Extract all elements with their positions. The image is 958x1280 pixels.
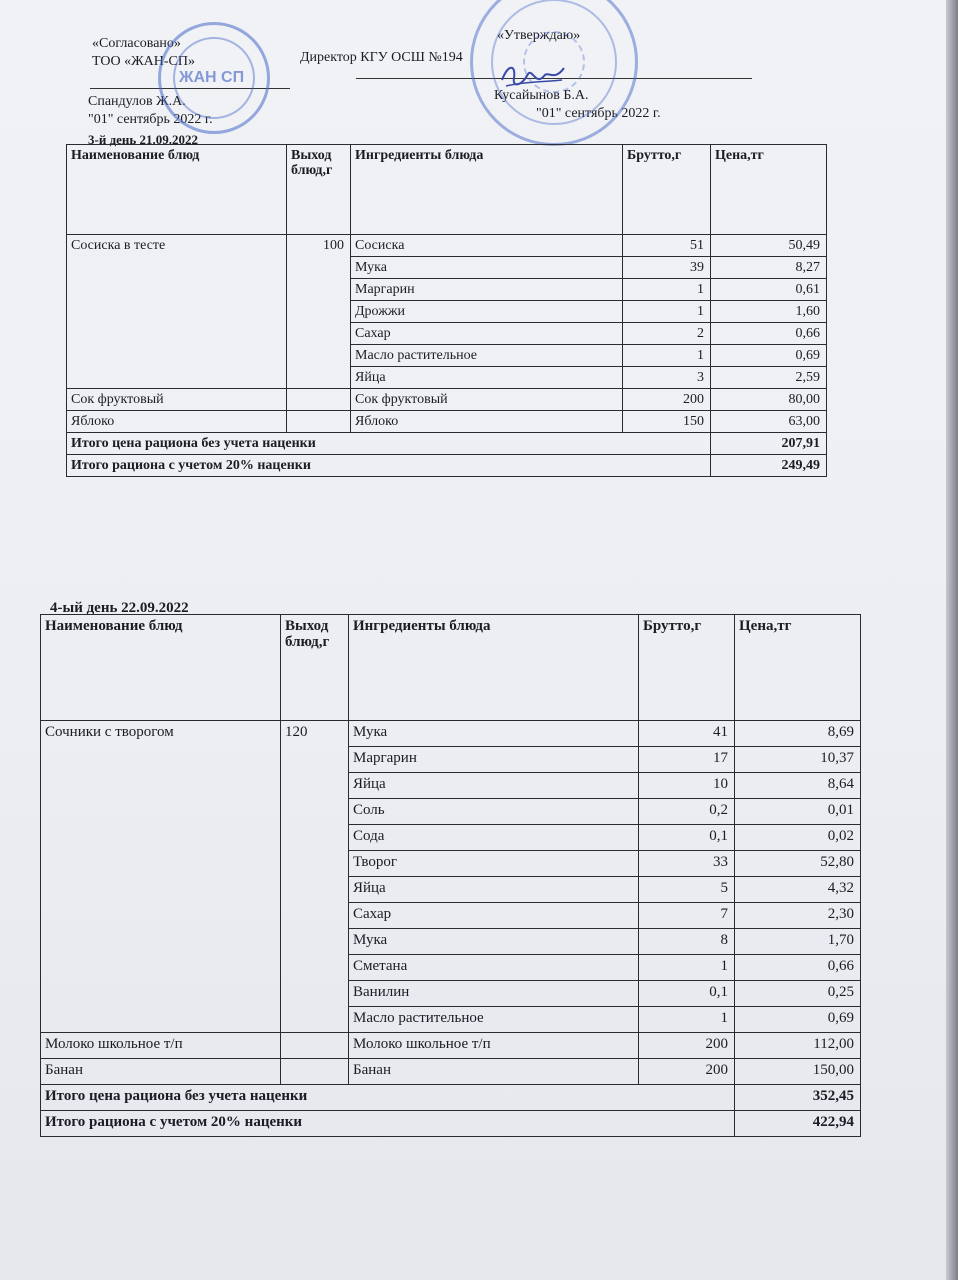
total-markup-value: 249,49 [711, 455, 827, 477]
price-cell: 0,69 [735, 1007, 861, 1033]
price-cell: 8,27 [711, 257, 827, 279]
column-header-ingredients: Ингредиенты блюда [351, 145, 623, 235]
approved-date: "01" сентябрь 2022 г. [536, 106, 661, 121]
price-cell: 63,00 [711, 411, 827, 433]
total-no-markup-value: 207,91 [711, 433, 827, 455]
table-row [41, 721, 861, 747]
brutto-cell: 150 [623, 411, 711, 433]
table-row [41, 1059, 861, 1085]
director-signature [498, 60, 568, 94]
agreed-date: "01" сентябрь 2022 г. [88, 112, 213, 127]
price-cell: 8,69 [735, 721, 861, 747]
agreed-org: ТОО «ЖАН-СП» [92, 54, 195, 69]
brutto-cell: 8 [639, 929, 735, 955]
table-row [67, 389, 827, 411]
ingredient-cell: Дрожжи [351, 301, 623, 323]
total-row [41, 1085, 861, 1111]
dish-cell: Сосиска в тесте [67, 235, 287, 389]
day4-title: 4-ый день 22.09.2022 [50, 600, 189, 616]
yield-cell [281, 1033, 349, 1059]
ingredient-cell: Сахар [351, 323, 623, 345]
brutto-cell: 0,1 [639, 981, 735, 1007]
brutto-cell: 33 [639, 851, 735, 877]
ingredient-cell: Яйца [349, 773, 639, 799]
price-cell: 4,32 [735, 877, 861, 903]
brutto-cell: 1 [639, 955, 735, 981]
ingredient-cell: Яйца [349, 877, 639, 903]
brutto-cell: 200 [639, 1033, 735, 1059]
price-cell: 8,64 [735, 773, 861, 799]
total-no-markup-value: 352,45 [735, 1085, 861, 1111]
ingredient-cell: Масло растительное [351, 345, 623, 367]
price-cell: 1,60 [711, 301, 827, 323]
price-cell: 0,25 [735, 981, 861, 1007]
approved-person: Кусайынов Б.А. [494, 88, 589, 103]
approved-label: «Утверждаю» [497, 28, 581, 43]
ingredient-cell: Ванилин [349, 981, 639, 1007]
column-header-yield: Выход блюд,г [281, 615, 349, 721]
yield-cell [281, 1059, 349, 1085]
ingredient-cell: Маргарин [349, 747, 639, 773]
price-cell: 10,37 [735, 747, 861, 773]
brutto-cell: 1 [623, 301, 711, 323]
table-row [67, 235, 827, 257]
column-header-price: Цена,тг [711, 145, 827, 235]
brutto-cell: 51 [623, 235, 711, 257]
price-cell: 0,61 [711, 279, 827, 301]
brutto-cell: 200 [623, 389, 711, 411]
price-cell: 112,00 [735, 1033, 861, 1059]
ingredient-cell: Сахар [349, 903, 639, 929]
ingredient-cell: Соль [349, 799, 639, 825]
table-row [41, 1033, 861, 1059]
column-header-price: Цена,тг [735, 615, 861, 721]
brutto-cell: 39 [623, 257, 711, 279]
column-header-yield: Выход блюд,г [287, 145, 351, 235]
company-stamp [158, 22, 270, 134]
brutto-cell: 0,1 [639, 825, 735, 851]
price-cell: 50,49 [711, 235, 827, 257]
agreed-label: «Согласовано» [92, 36, 181, 51]
total-row [67, 455, 827, 477]
brutto-cell: 1 [623, 279, 711, 301]
brutto-cell: 2 [623, 323, 711, 345]
paper-edge [946, 0, 958, 1280]
director-title: Директор КГУ ОСШ №194 [300, 50, 463, 65]
price-cell: 0,66 [735, 955, 861, 981]
price-cell: 150,00 [735, 1059, 861, 1085]
total-no-markup-label: Итого цена рациона без учета наценки [41, 1085, 735, 1111]
total-markup-label: Итого рациона с учетом 20% наценки [41, 1111, 735, 1137]
stamp-text: ЖАН СП [179, 69, 245, 86]
brutto-cell: 41 [639, 721, 735, 747]
column-header-ingredients: Ингредиенты блюда [349, 615, 639, 721]
ingredient-cell: Творог [349, 851, 639, 877]
agreed-person: Спандулов Ж.А. [88, 94, 186, 109]
brutto-cell: 10 [639, 773, 735, 799]
column-header-brutto: Брутто,г [639, 615, 735, 721]
column-header-dish: Наименование блюд [41, 615, 281, 721]
ingredient-cell: Молоко школьное т/п [349, 1033, 639, 1059]
dish-cell: Молоко школьное т/п [41, 1033, 281, 1059]
ingredient-cell: Банан [349, 1059, 639, 1085]
price-cell: 80,00 [711, 389, 827, 411]
brutto-cell: 1 [639, 1007, 735, 1033]
ingredient-cell: Сосиска [351, 235, 623, 257]
dish-cell: Яблоко [67, 411, 287, 433]
ingredient-cell: Сок фруктовый [351, 389, 623, 411]
total-no-markup-label: Итого цена рациона без учета наценки [67, 433, 711, 455]
ingredient-cell: Масло растительное [349, 1007, 639, 1033]
dish-cell: Сочники с творогом [41, 721, 281, 1033]
total-row [41, 1111, 861, 1137]
yield-cell [287, 411, 351, 433]
day3-menu-table [66, 144, 827, 477]
yield-cell: 100 [287, 235, 351, 389]
price-cell: 1,70 [735, 929, 861, 955]
ingredient-cell: Мука [349, 929, 639, 955]
brutto-cell: 17 [639, 747, 735, 773]
ingredient-cell: Сметана [349, 955, 639, 981]
total-markup-label: Итого рациона с учетом 20% наценки [67, 455, 711, 477]
table-row [67, 411, 827, 433]
brutto-cell: 1 [623, 345, 711, 367]
column-header-dish: Наименование блюд [67, 145, 287, 235]
price-cell: 52,80 [735, 851, 861, 877]
yield-cell: 120 [281, 721, 349, 1033]
brutto-cell: 3 [623, 367, 711, 389]
price-cell: 0,02 [735, 825, 861, 851]
total-markup-value: 422,94 [735, 1111, 861, 1137]
brutto-cell: 200 [639, 1059, 735, 1085]
brutto-cell: 0,2 [639, 799, 735, 825]
ingredient-cell: Яйца [351, 367, 623, 389]
dish-cell: Сок фруктовый [67, 389, 287, 411]
ingredient-cell: Яблоко [351, 411, 623, 433]
dish-cell: Банан [41, 1059, 281, 1085]
ingredient-cell: Маргарин [351, 279, 623, 301]
price-cell: 0,66 [711, 323, 827, 345]
ingredient-cell: Сода [349, 825, 639, 851]
brutto-cell: 7 [639, 903, 735, 929]
yield-cell [287, 389, 351, 411]
ingredient-cell: Мука [351, 257, 623, 279]
price-cell: 2,30 [735, 903, 861, 929]
price-cell: 0,69 [711, 345, 827, 367]
brutto-cell: 5 [639, 877, 735, 903]
day4-menu-table [40, 614, 861, 1137]
price-cell: 2,59 [711, 367, 827, 389]
price-cell: 0,01 [735, 799, 861, 825]
column-header-brutto: Брутто,г [623, 145, 711, 235]
ingredient-cell: Мука [349, 721, 639, 747]
total-row [67, 433, 827, 455]
day3-title: 3-й день 21.09.2022 [88, 132, 199, 147]
